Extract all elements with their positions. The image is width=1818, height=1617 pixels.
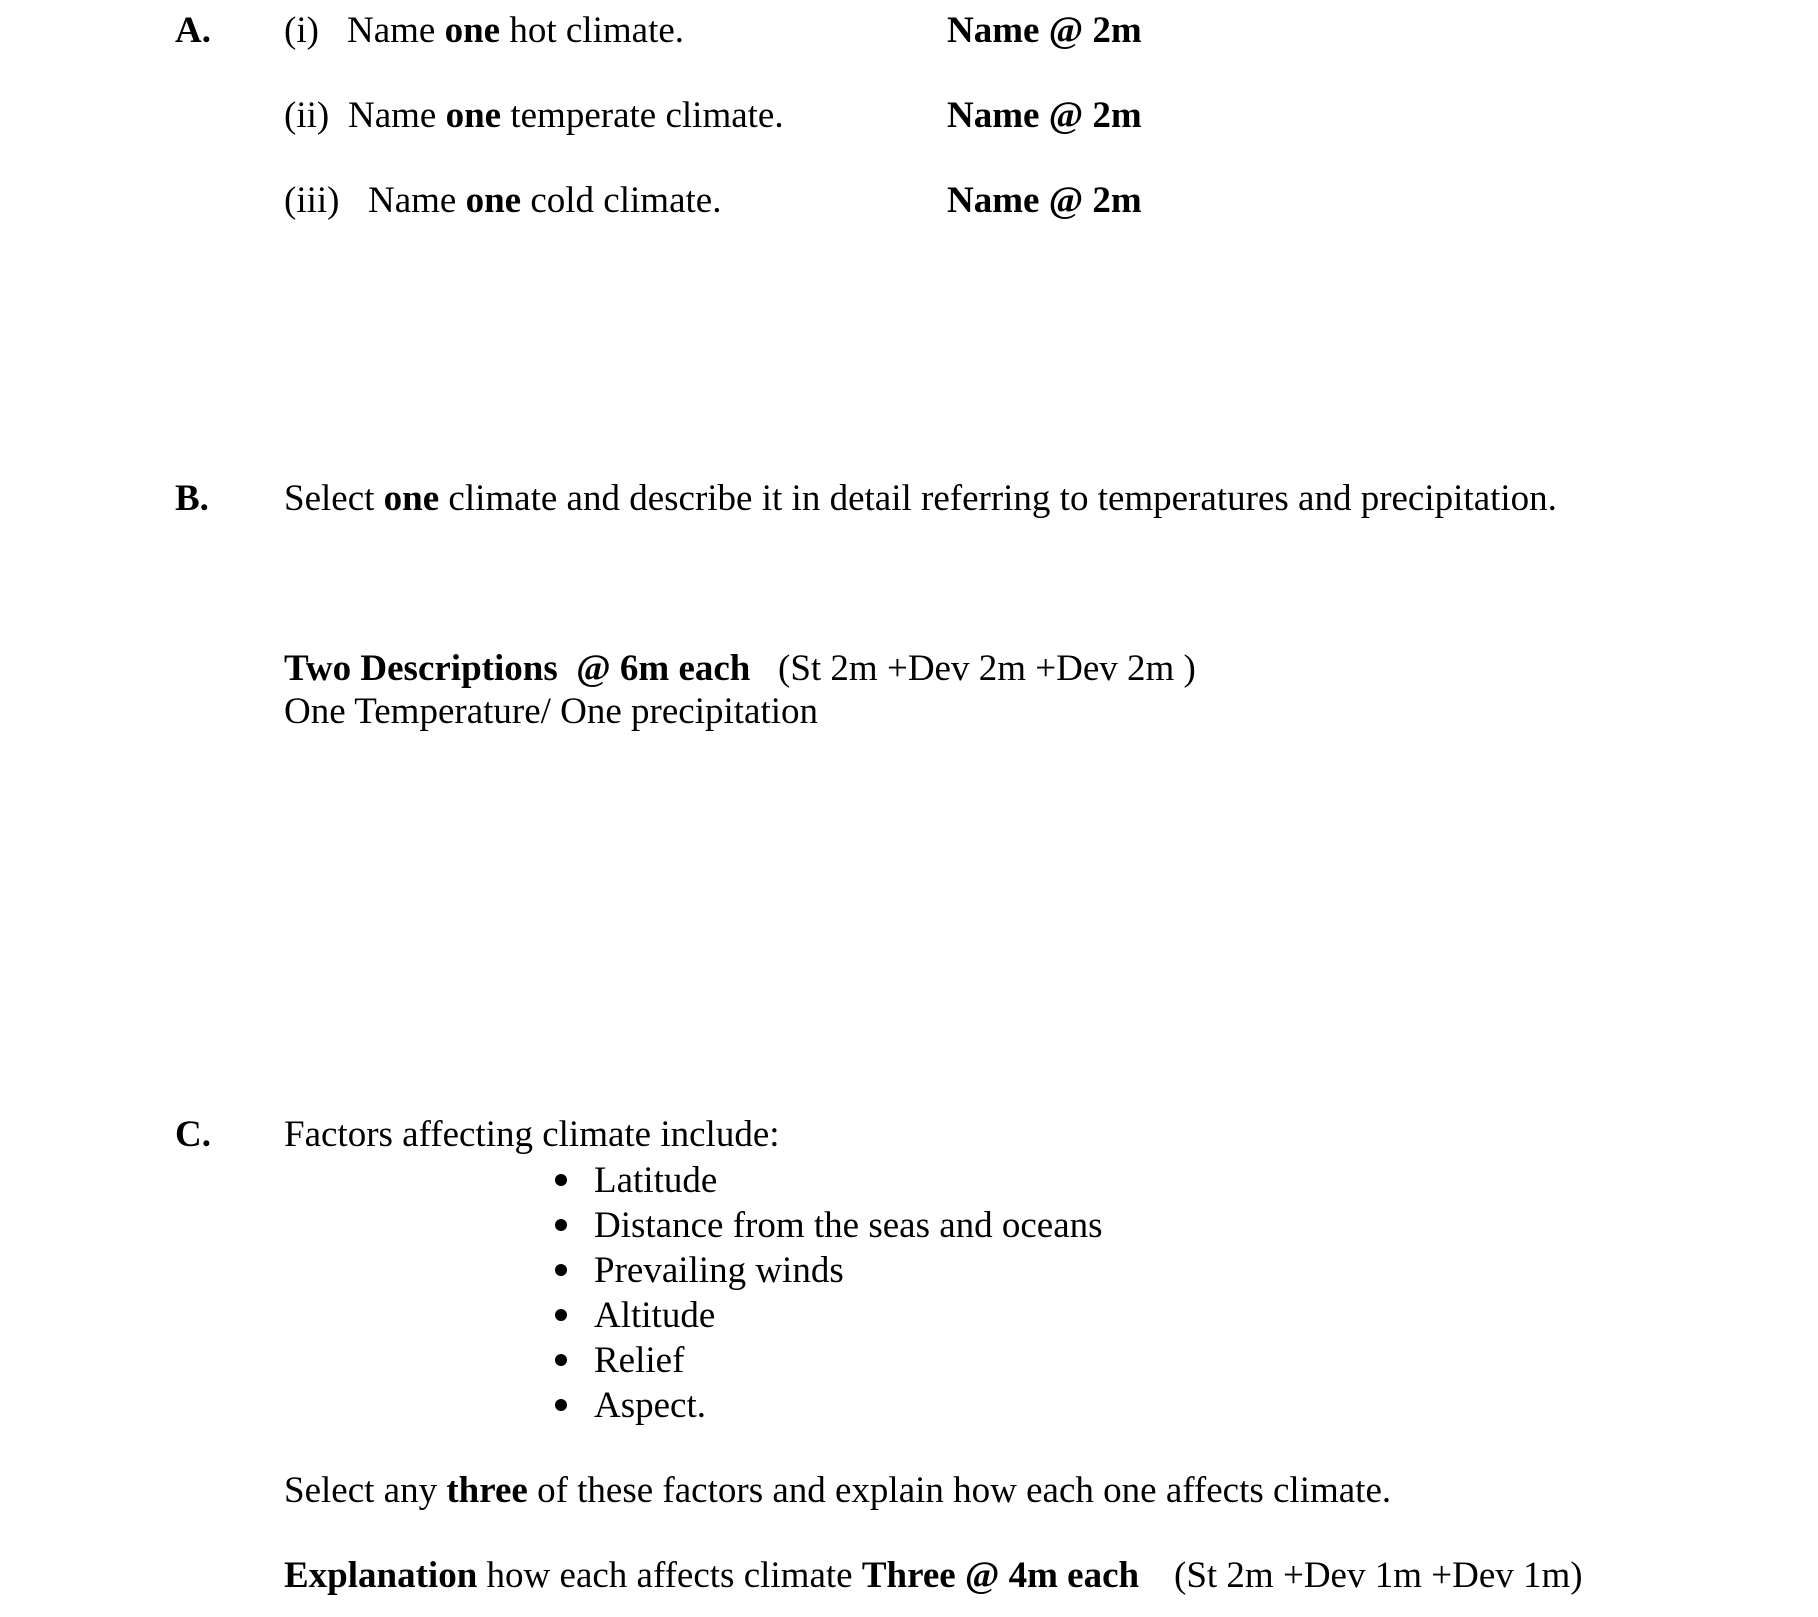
factor-item: Latitude bbox=[594, 1160, 718, 1201]
question-text: of these factors and explain how each one affects climate. bbox=[527, 1470, 1392, 1511]
bullet-dot-icon bbox=[555, 1309, 567, 1321]
bullet-dot-icon bbox=[555, 1399, 567, 1411]
item-text: Name bbox=[368, 180, 466, 221]
factor-item: Prevailing winds bbox=[594, 1250, 844, 1291]
factor-item: Distance from the seas and oceans bbox=[594, 1205, 1103, 1246]
item-emphasis: one bbox=[445, 95, 502, 136]
question-text: climate and describe it in detail referring to temperatures and precipitation. bbox=[439, 478, 1557, 519]
item-emphasis: one bbox=[444, 10, 501, 51]
section-b-scheme-breakdown: (St 2m +Dev 2m +Dev 2m ) bbox=[778, 648, 1196, 689]
section-a-item-2-question bbox=[348, 97, 784, 134]
section-a-item-3-question bbox=[368, 182, 721, 219]
question-emphasis: three bbox=[446, 1470, 528, 1511]
section-a-letter: A. bbox=[175, 10, 211, 51]
item-emphasis: one bbox=[465, 180, 522, 221]
section-a-item-1-number: (i) bbox=[284, 10, 319, 51]
section-c-question bbox=[284, 1472, 1391, 1509]
section-c-intro: Factors affecting climate include: bbox=[284, 1114, 780, 1155]
section-b-question bbox=[284, 480, 1557, 517]
scheme-text: how each affects climate bbox=[477, 1555, 862, 1596]
question-text: Select any bbox=[284, 1470, 447, 1511]
question-text: Select bbox=[284, 478, 384, 519]
item-text: hot climate. bbox=[500, 10, 685, 51]
section-a-item-1-question bbox=[347, 12, 684, 49]
bullet-dot-icon bbox=[555, 1219, 567, 1231]
section-c-letter: C. bbox=[175, 1114, 211, 1155]
section-a-item-3-marks: Name @ 2m bbox=[947, 180, 1142, 221]
section-b-scheme-bold: Two Descriptions @ 6m each bbox=[284, 648, 751, 689]
section-c-scheme bbox=[284, 1557, 1139, 1594]
section-a-item-3-number: (iii) bbox=[284, 180, 340, 221]
factor-item: Altitude bbox=[594, 1295, 716, 1336]
scheme-emphasis: Three @ 4m each bbox=[861, 1555, 1140, 1596]
item-text: temperate climate. bbox=[501, 95, 784, 136]
factor-item: Aspect. bbox=[594, 1385, 706, 1426]
factor-item: Relief bbox=[594, 1340, 685, 1381]
item-text: Name bbox=[347, 10, 445, 51]
bullet-dot-icon bbox=[555, 1354, 567, 1366]
item-text: Name bbox=[348, 95, 446, 136]
section-c-scheme-breakdown: (St 2m +Dev 1m +Dev 1m) bbox=[1174, 1555, 1583, 1596]
scheme-emphasis: Explanation bbox=[284, 1555, 478, 1596]
item-text: cold climate. bbox=[521, 180, 722, 221]
section-a-item-2-marks: Name @ 2m bbox=[947, 95, 1142, 136]
section-a-item-2-number: (ii) bbox=[284, 95, 330, 136]
section-b-letter: B. bbox=[175, 478, 209, 519]
bullet-dot-icon bbox=[555, 1264, 567, 1276]
section-b-scheme-line2: One Temperature/ One precipitation bbox=[284, 691, 819, 732]
bullet-dot-icon bbox=[555, 1174, 567, 1186]
question-emphasis: one bbox=[383, 478, 440, 519]
section-a-item-1-marks: Name @ 2m bbox=[947, 10, 1142, 51]
